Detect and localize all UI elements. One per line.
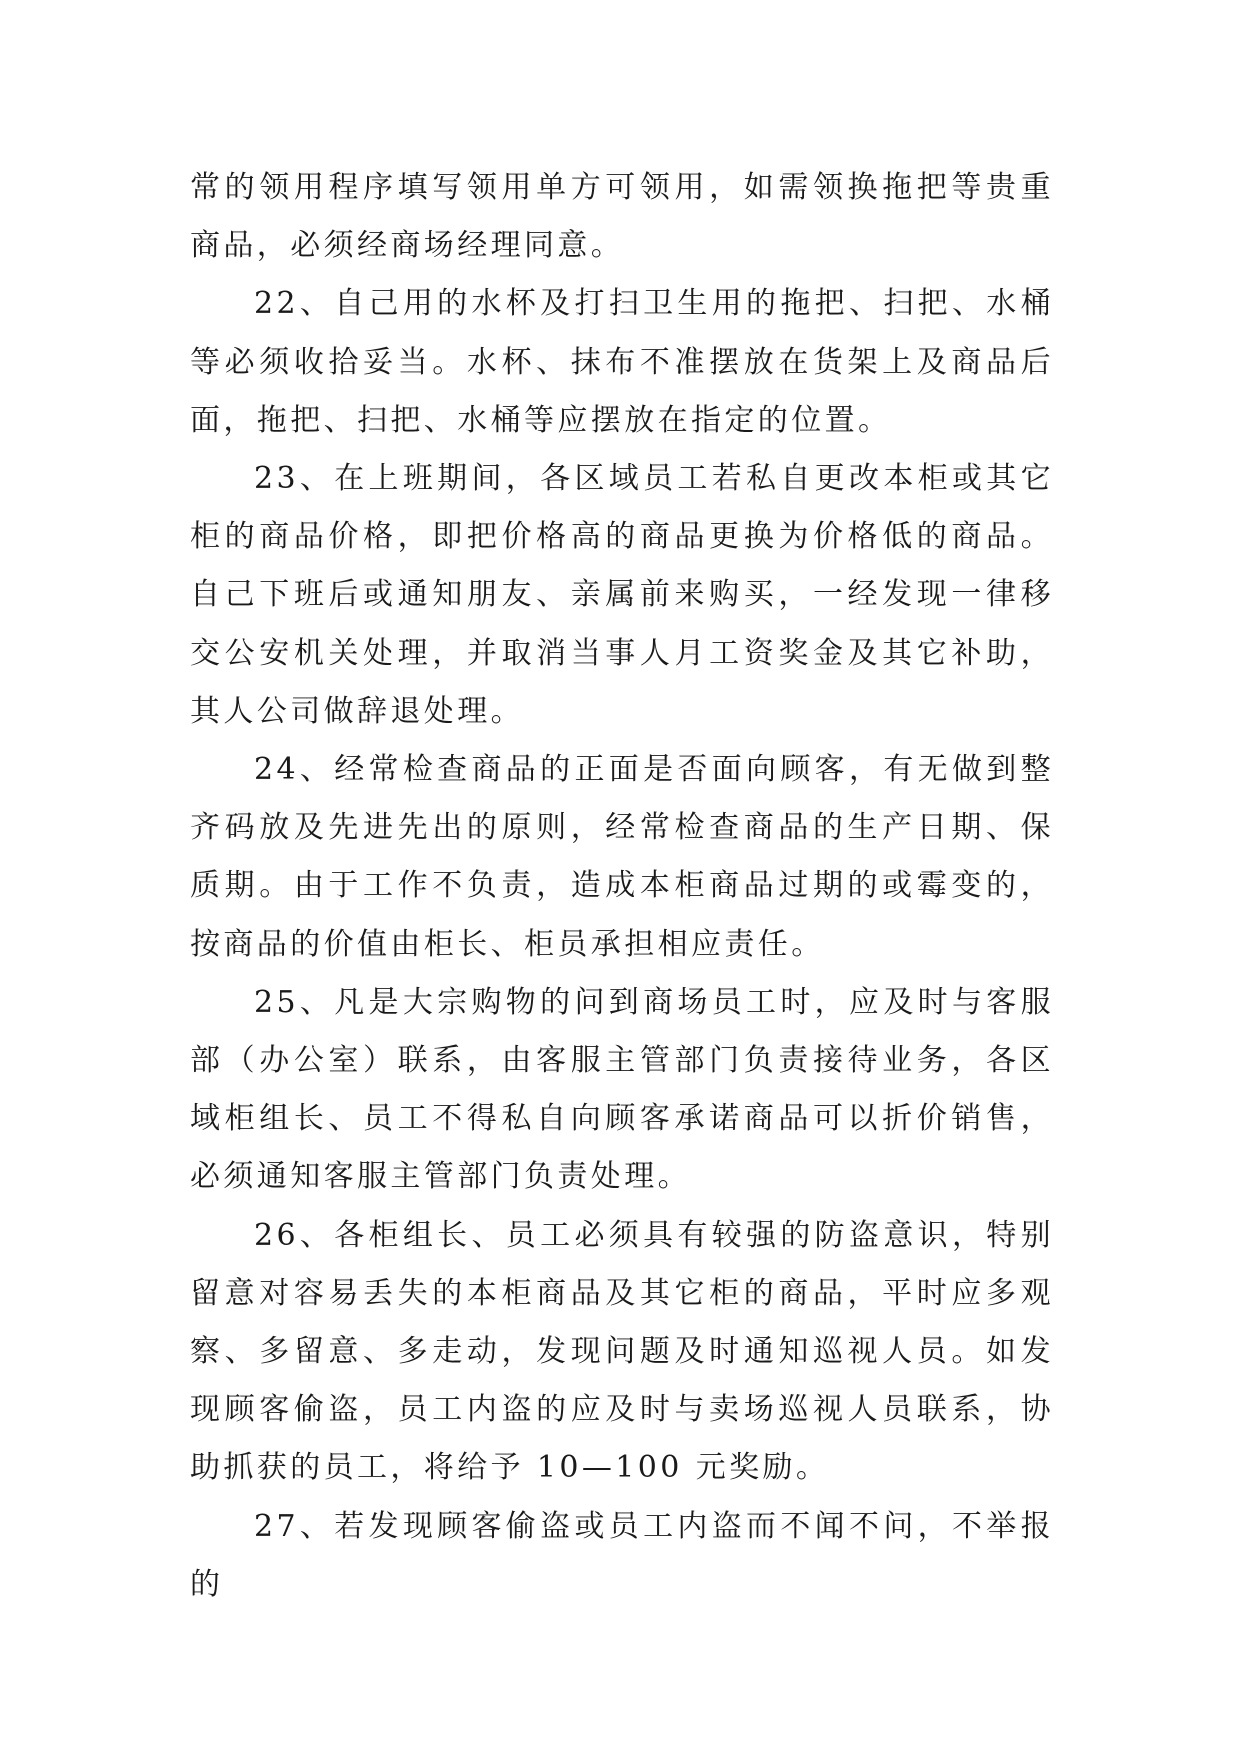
- paragraph-rule-27: 27、若发现顾客偷盗或员工内盗而不闻不问，不举报的: [190, 1508, 1054, 1602]
- paragraph-rule-25: 25、凡是大宗购物的问到商场员工时，应及时与客服部（办公室）联系，由客服主管部门负责接待业务，各区域柜组长、员工不得私自向顾客承诺商品可以折价销售，必须通知客服主管部门负责处理。: [190, 984, 1054, 1195]
- paragraph-rule-24: 24、经常检查商品的正面是否面向顾客，有无做到整齐码放及先进先出的原则，经常检查商品的生产日期、保质期。由于工作不负责，造成本柜商品过期的或霉变的，按商品的价值由柜长、柜员承担相应责任。: [190, 752, 1054, 962]
- paragraph-continued: 常的领用程序填写领用单方可领用，如需领换拖把等贵重商品，必须经商场经理同意。: [190, 170, 1054, 264]
- paragraph-rule-22: 22、自己用的水杯及打扫卫生用的拖把、扫把、水桶等必须收拾妥当。水杯、抹布不准摆放在货架上及商品后面，拖把、扫把、水桶等应摆放在指定的位置。: [190, 286, 1054, 438]
- paragraph-rule-26: 26、各柜组长、员工必须具有较强的防盗意识，特别留意对容易丢失的本柜商品及其它柜的商品，平时应多观察、多留意、多走动，发现问题及时通知巡视人员。如发现顾客偷盗，员工内盗的应及时与卖场巡视人员联系，协助抓获的员工，将给予 10—100 元奖励。: [190, 1217, 1054, 1486]
- paragraph-rule-23: 23、在上班期间，各区域员工若私自更改本柜或其它柜的商品价格，即把价格高的商品更换为价格低的商品。自己下班后或通知朋友、亲属前来购买，一经发现一律移交公安机关处理，并取消当事人月工资奖金及其它补助，其人公司做辞退处理。: [190, 461, 1054, 729]
- document-page: [190, 159, 1054, 1614]
